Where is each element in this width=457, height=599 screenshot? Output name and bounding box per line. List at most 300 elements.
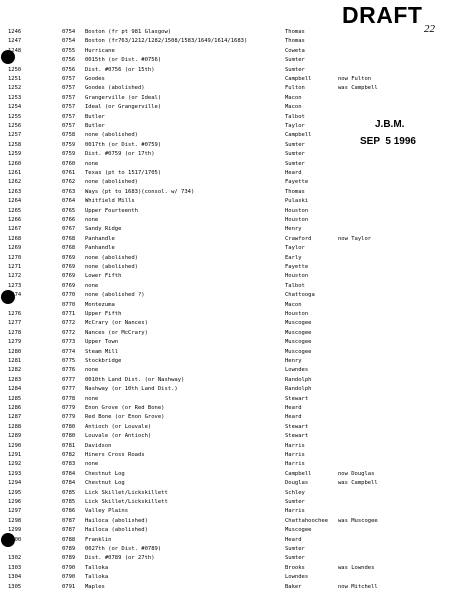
table-row — [0, 451, 457, 460]
table-row — [0, 554, 457, 563]
county-name: Talbot — [285, 282, 305, 289]
county-name: Stewart — [285, 433, 309, 440]
county-name: Houston — [285, 207, 309, 214]
district-name: none — [85, 282, 99, 289]
county-name: Sumter — [285, 151, 305, 158]
table-row — [0, 348, 457, 357]
table-row — [0, 460, 457, 469]
district-name: none — [85, 367, 99, 374]
district-name: Upper Town — [85, 339, 119, 346]
county-name: Macon — [285, 301, 302, 308]
row-id: 1295 — [8, 489, 22, 496]
county-name: Sumter — [285, 160, 305, 167]
row-id: 1289 — [8, 433, 22, 440]
row-id: 1257 — [8, 132, 22, 139]
table-row — [0, 235, 457, 244]
table-row — [0, 197, 457, 206]
table-row — [0, 178, 457, 187]
county-name: Sumter — [285, 57, 305, 64]
district-code: 0756 — [62, 57, 76, 64]
district-code: 0757 — [62, 104, 76, 111]
table-row — [0, 150, 457, 159]
row-id: 1285 — [8, 395, 22, 402]
row-id: 1294 — [8, 480, 22, 487]
district-code: 0759 — [62, 141, 76, 148]
table-row — [0, 319, 457, 328]
row-id: 1260 — [8, 160, 22, 167]
row-id: 1282 — [8, 367, 22, 374]
row-id: 1261 — [8, 170, 22, 176]
row-id: 1246 — [8, 29, 22, 35]
row-id: 1286 — [8, 405, 22, 411]
district-name: Panhandle — [85, 245, 115, 252]
district-code: 0754 — [62, 38, 76, 45]
row-id: 1287 — [8, 414, 22, 421]
county-name: Campbell — [285, 76, 312, 82]
county-name: Taylor — [285, 245, 305, 252]
county-name: Harris — [285, 508, 305, 515]
row-id: 1255 — [8, 113, 22, 120]
district-code: 0781 — [62, 442, 76, 449]
table-row — [0, 432, 457, 441]
row-id: 1251 — [8, 76, 22, 82]
row-id: 1256 — [8, 123, 22, 129]
district-name: none (abolished) — [85, 254, 138, 261]
table-row — [0, 442, 457, 451]
county-name: Lowndes — [285, 574, 309, 581]
district-code: 0775 — [62, 358, 76, 364]
county-note: now Douglas — [338, 470, 375, 477]
date-stamp: SEP 5 1996 — [360, 136, 416, 147]
district-name: Goodes (abolished) — [85, 85, 145, 92]
district-code: 0791 — [62, 583, 76, 590]
table-row — [0, 225, 457, 234]
district-name: Franklin — [85, 536, 112, 543]
row-id: 1291 — [8, 452, 22, 458]
district-name: Stockbridge — [85, 358, 122, 364]
stamp-initials: J.B.M. — [375, 119, 405, 130]
county-name: Harris — [285, 452, 305, 458]
district-name: Dist. #0756 (or 15th) — [85, 66, 155, 73]
table-row — [0, 526, 457, 535]
district-code: 0772 — [62, 329, 76, 336]
district-code: 0783 — [62, 461, 76, 468]
district-name: none — [85, 160, 99, 167]
district-code: 0757 — [62, 113, 76, 120]
district-name: Chestnut Log — [85, 480, 125, 487]
county-name: Muscogee — [285, 329, 312, 336]
district-name: 0015th (or Dist. #0756) — [85, 57, 162, 64]
district-name: Boston (fr763/1212/1282/1508/1583/1649/1614/1683) — [85, 38, 248, 45]
table-row — [0, 489, 457, 498]
county-name: Fulton — [285, 85, 305, 92]
row-id: 1254 — [8, 104, 22, 111]
district-code: 0755 — [62, 47, 76, 54]
row-id: 1292 — [8, 461, 22, 468]
district-code: 0789 — [62, 555, 76, 562]
county-note: was Campbell — [338, 85, 378, 92]
row-id: 1305 — [8, 583, 22, 590]
county-name: Henry — [285, 226, 302, 233]
district-code: 0768 — [62, 235, 76, 242]
row-id: 1272 — [8, 273, 22, 280]
table-row — [0, 169, 457, 178]
table-row — [0, 272, 457, 281]
county-note: now Taylor — [338, 235, 372, 242]
table-row — [0, 244, 457, 253]
row-id: 1278 — [8, 329, 22, 336]
district-code: 0777 — [62, 376, 76, 383]
county-name: Coweta — [285, 47, 305, 54]
county-name: Campbell — [285, 470, 312, 477]
row-id: 1258 — [8, 141, 22, 148]
county-name: Campbell — [285, 132, 312, 139]
county-name: Talbot — [285, 113, 305, 120]
row-id: 1269 — [8, 245, 22, 252]
district-name: Butler — [85, 123, 105, 129]
table-row — [0, 310, 457, 319]
district-code: 0785 — [62, 499, 76, 505]
table-row — [0, 254, 457, 263]
district-code: 0778 — [62, 395, 76, 402]
county-note: was Lowndes — [338, 564, 375, 571]
district-code: 0782 — [62, 452, 76, 458]
district-code: 0762 — [62, 179, 76, 186]
table-row — [0, 188, 457, 197]
table-row — [0, 536, 457, 545]
county-name: Harris — [285, 461, 305, 468]
county-name: Harris — [285, 442, 305, 449]
county-name: Fayette — [285, 264, 309, 270]
county-name: Muscogee — [285, 339, 312, 346]
table-row — [0, 507, 457, 516]
county-name: Macon — [285, 94, 302, 101]
row-id: 1300 — [8, 536, 22, 543]
row-id: 1276 — [8, 311, 22, 317]
district-code: 0780 — [62, 433, 76, 440]
county-name: Thomas — [285, 188, 305, 195]
county-name: Heard — [285, 536, 302, 543]
row-id: 1268 — [8, 235, 22, 242]
district-code: 0790 — [62, 564, 76, 571]
row-id: 1265 — [8, 207, 22, 214]
table-row — [0, 423, 457, 432]
district-name: Steam Mill — [85, 348, 119, 355]
row-id: 1262 — [8, 179, 22, 186]
table-row — [0, 573, 457, 582]
county-name: Muscogee — [285, 320, 312, 327]
district-code: 0786 — [62, 508, 76, 515]
table-row — [0, 113, 457, 122]
table-row — [0, 291, 457, 300]
table-row — [0, 583, 457, 592]
county-note: was Campbell — [338, 480, 378, 487]
district-code: 0780 — [62, 423, 76, 430]
district-name: Butler — [85, 113, 105, 120]
district-code: 0789 — [62, 546, 76, 552]
table-row — [0, 56, 457, 65]
district-code: 0766 — [62, 217, 76, 223]
row-id: 1274 — [8, 292, 22, 299]
district-name: Lick Skillet/Lickskillett — [85, 499, 168, 505]
row-id: 1266 — [8, 217, 22, 223]
district-name: none — [85, 461, 99, 468]
county-name: Sumter — [285, 499, 305, 505]
table-row — [0, 376, 457, 385]
row-id: 1250 — [8, 66, 22, 73]
district-code: 0769 — [62, 273, 76, 280]
district-name: Valley Plains — [85, 508, 129, 515]
district-name: Whitfield Mills — [85, 198, 135, 205]
county-name: Sumter — [285, 555, 305, 562]
county-name: Stewart — [285, 423, 309, 430]
district-code: 0772 — [62, 320, 76, 327]
district-code: 0774 — [62, 348, 76, 355]
district-name: Antioch (or Louvale) — [85, 423, 152, 430]
district-code: 0779 — [62, 405, 76, 411]
district-name: Louvale (or Antioch) — [85, 433, 152, 440]
district-name: Talloka — [85, 564, 109, 571]
district-name: Hurricane — [85, 47, 115, 54]
district-code: 0758 — [62, 132, 76, 139]
district-name: 0017th (or Dist. #0759) — [85, 141, 162, 148]
table-row — [0, 94, 457, 103]
draft-heading: DRAFT — [342, 2, 423, 28]
district-name: Dist. #0759 (or 17th) — [85, 151, 155, 158]
row-id: 1283 — [8, 376, 22, 383]
district-code: 0776 — [62, 367, 76, 374]
district-name: Texas (pt to 1517/1705) — [85, 170, 162, 176]
row-id: 1279 — [8, 339, 22, 346]
district-name: none (abolished) — [85, 179, 138, 186]
row-id: 1303 — [8, 564, 22, 571]
district-name: Hiners Cross Roads — [85, 452, 145, 458]
county-name: Taylor — [285, 123, 305, 129]
table-row — [0, 404, 457, 413]
table-row — [0, 357, 457, 366]
row-id: 1281 — [8, 358, 22, 364]
row-id: 1252 — [8, 85, 22, 92]
row-id: 1248 — [8, 47, 22, 54]
district-code: 0757 — [62, 76, 76, 82]
district-name: Chestnut Log — [85, 470, 125, 477]
table-row — [0, 301, 457, 310]
county-name: Thomas — [285, 29, 305, 35]
district-name: Lower Fifth — [85, 273, 122, 280]
district-name: Dist. #0789 (or 27th) — [85, 555, 155, 562]
district-name: Hailoca (abolished) — [85, 527, 148, 534]
district-code: 0757 — [62, 85, 76, 92]
district-code: 0768 — [62, 245, 76, 252]
table-row — [0, 385, 457, 394]
district-code: 0754 — [62, 29, 76, 35]
row-id: 1302 — [8, 555, 22, 562]
district-name: Panhandle — [85, 235, 115, 242]
district-name: Nances (or McCrary) — [85, 329, 148, 336]
district-code: 0785 — [62, 489, 76, 496]
district-code: 0769 — [62, 282, 76, 289]
district-name: none — [85, 395, 99, 402]
county-name: Randolph — [285, 376, 312, 383]
county-name: Chattooga — [285, 292, 315, 299]
district-name: Maples — [85, 583, 105, 590]
table-row — [0, 338, 457, 347]
district-name: none (abolished) — [85, 132, 138, 139]
district-code: 0759 — [62, 151, 76, 158]
district-name: Grangerville (or Ideal) — [85, 94, 162, 101]
row-id: 1267 — [8, 226, 22, 233]
county-name: Muscogee — [285, 348, 312, 355]
district-code: 0757 — [62, 94, 76, 101]
district-code: 0761 — [62, 170, 76, 176]
row-id: 1290 — [8, 442, 22, 449]
district-name: Lick Skillet/Lickskillett — [85, 489, 168, 496]
table-row — [0, 84, 457, 93]
row-id: 1293 — [8, 470, 22, 477]
row-id: 1277 — [8, 320, 22, 327]
county-name: Randolph — [285, 386, 312, 393]
row-id: 1263 — [8, 188, 22, 195]
district-code: 0756 — [62, 66, 76, 73]
table-row — [0, 66, 457, 75]
table-row — [0, 37, 457, 46]
row-id: 1298 — [8, 517, 22, 524]
row-id: 1264 — [8, 198, 22, 205]
table-row — [0, 47, 457, 56]
district-code: 0767 — [62, 226, 76, 233]
county-name: Baker — [285, 583, 302, 590]
table-row — [0, 160, 457, 169]
district-name: none — [85, 217, 99, 223]
district-code: 0788 — [62, 536, 76, 543]
table-row — [0, 216, 457, 225]
district-name: 0010th Land Dist. (or Nashway) — [85, 376, 185, 383]
table-row — [0, 141, 457, 150]
district-code: 0787 — [62, 517, 76, 524]
district-code: 0770 — [62, 292, 76, 299]
table-row — [0, 75, 457, 84]
table-row — [0, 366, 457, 375]
row-id: 1297 — [8, 508, 22, 515]
county-name: Brooks — [285, 564, 305, 571]
county-name: Douglas — [285, 480, 309, 487]
district-name: Boston (fr pt 981 Glasgow) — [85, 29, 172, 35]
district-name: Davidson — [85, 442, 112, 449]
table-row — [0, 564, 457, 573]
table-row — [0, 119, 457, 131]
county-name: Stewart — [285, 395, 309, 402]
county-name: Heard — [285, 170, 302, 176]
county-name: Henry — [285, 358, 302, 364]
district-name: none (abolished ?) — [85, 292, 145, 299]
table-row — [0, 413, 457, 422]
county-name: Muscogee — [285, 527, 312, 534]
table-row — [0, 470, 457, 479]
table-row — [0, 207, 457, 216]
county-note: was Muscogee — [338, 517, 378, 524]
district-name: Ways (pt to 1683)(consol. w/ 734) — [85, 188, 195, 195]
county-name: Heard — [285, 414, 302, 421]
handwritten-page-number: 22 — [424, 23, 435, 35]
county-name: Schley — [285, 489, 305, 496]
table-row — [0, 103, 457, 112]
county-name: Heard — [285, 405, 302, 411]
county-name: Chattahoochee — [285, 517, 329, 524]
district-code: 0773 — [62, 339, 76, 346]
district-code: 0784 — [62, 480, 76, 487]
county-name: Sumter — [285, 66, 305, 73]
county-name: Thomas — [285, 38, 305, 45]
district-name: Upper Fourteenth — [85, 207, 138, 214]
table-row — [0, 131, 457, 140]
district-code: 0770 — [62, 301, 76, 308]
district-name: Hailoca (abolished) — [85, 517, 148, 524]
county-name: Macon — [285, 104, 302, 111]
county-name: Pulaski — [285, 198, 309, 205]
row-id: 1296 — [8, 499, 22, 505]
district-code: 0763 — [62, 188, 76, 195]
district-code: 0784 — [62, 470, 76, 477]
row-id: 1304 — [8, 574, 22, 581]
district-code: 0757 — [62, 123, 76, 129]
table-row — [0, 28, 457, 37]
county-name: Crawford — [285, 235, 312, 242]
county-name: Early — [285, 254, 302, 261]
row-id: 1270 — [8, 254, 22, 261]
district-code: 0769 — [62, 254, 76, 261]
district-name: Red Bone (or Enon Grove) — [85, 414, 165, 421]
county-name: Sumter — [285, 546, 305, 552]
district-name: Montezuma — [85, 301, 115, 308]
district-name: Ideal (or Grangerville) — [85, 104, 162, 111]
row-id: 1288 — [8, 423, 22, 430]
district-name: none (abolished) — [85, 264, 138, 270]
row-id: 1299 — [8, 527, 22, 534]
district-code: 0769 — [62, 264, 76, 270]
county-name: Lowndes — [285, 367, 309, 374]
district-code: 0787 — [62, 527, 76, 534]
district-code: 0779 — [62, 414, 76, 421]
district-code: 0771 — [62, 311, 76, 317]
county-note: now Mitchell — [338, 583, 378, 590]
row-id: 1280 — [8, 348, 22, 355]
district-name: Enon Grove (or Red Bone) — [85, 405, 165, 411]
table-row — [0, 329, 457, 338]
table-row — [0, 282, 457, 291]
district-name: Nashway (or 10th Land Dist.) — [85, 386, 178, 393]
table-row — [0, 395, 457, 404]
table-row — [0, 479, 457, 488]
district-code: 0760 — [62, 160, 76, 167]
district-code: 0777 — [62, 386, 76, 393]
county-name: Fayette — [285, 179, 309, 186]
county-name: Sumter — [285, 141, 305, 148]
row-id: 1284 — [8, 386, 22, 393]
district-name: Talloka — [85, 574, 109, 581]
row-id: 1271 — [8, 264, 22, 270]
district-code: 0765 — [62, 207, 76, 214]
row-id: 1273 — [8, 282, 22, 289]
district-name: 0027th (or Dist. #0789) — [85, 546, 162, 552]
row-id: 1253 — [8, 94, 22, 101]
table-row — [0, 263, 457, 272]
row-id: 1247 — [8, 38, 22, 45]
county-note: now Fulton — [338, 76, 372, 82]
table-row — [0, 545, 457, 554]
county-name: Houston — [285, 311, 309, 317]
table-row — [0, 517, 457, 526]
county-name: Houston — [285, 217, 309, 223]
